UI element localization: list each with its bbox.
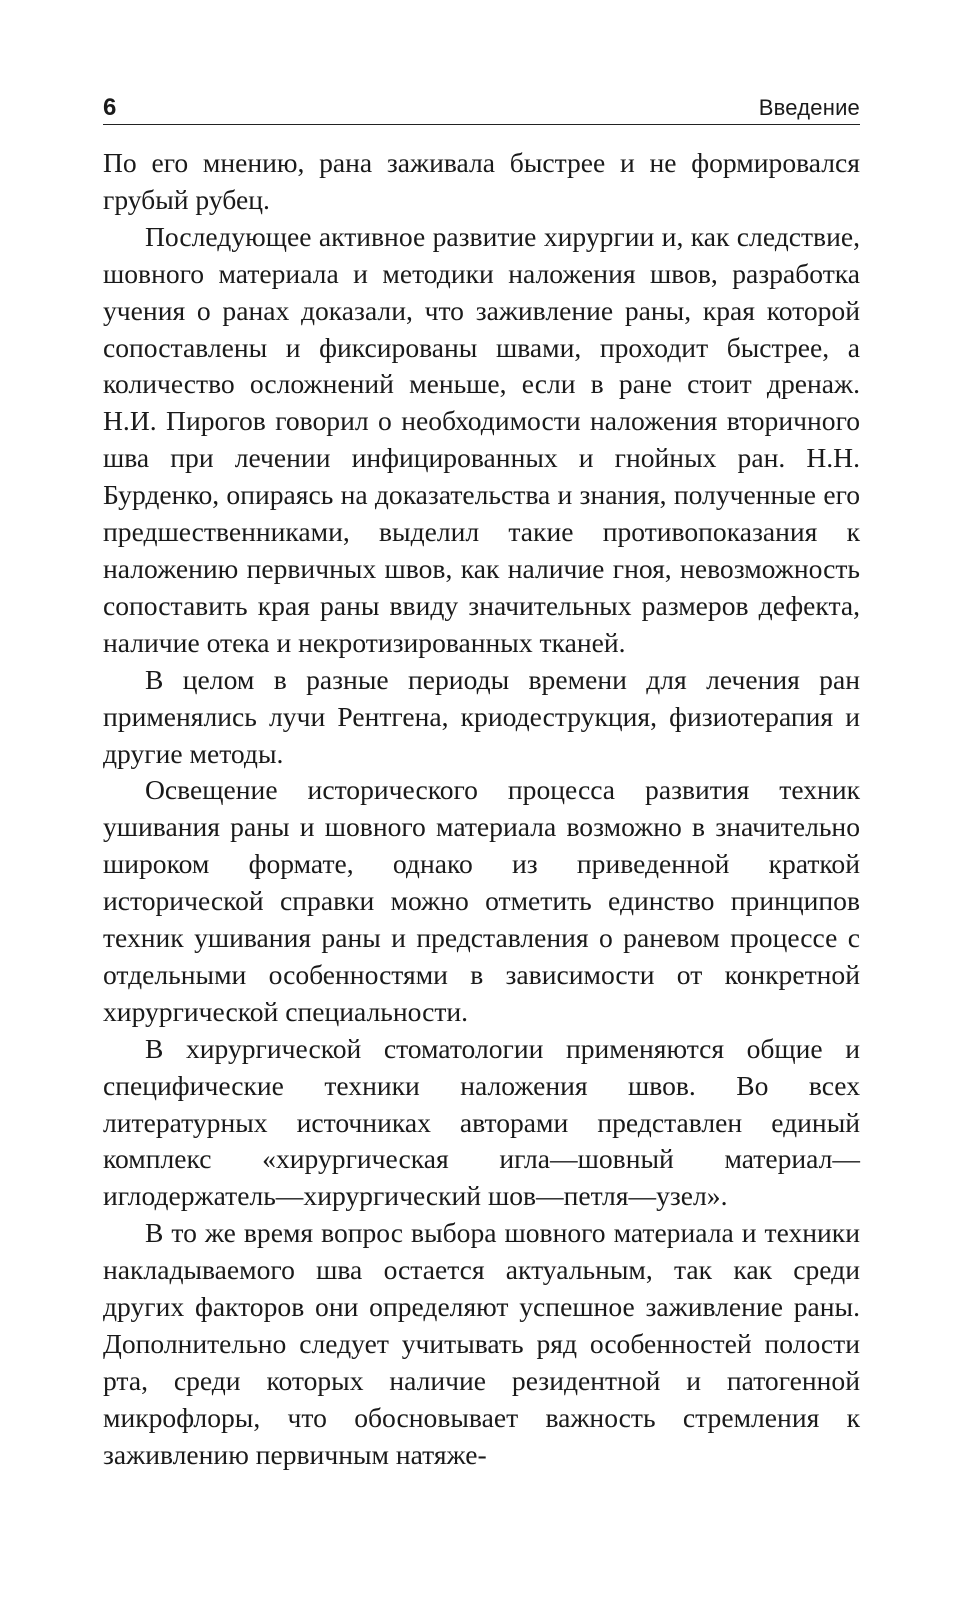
paragraph-historical-process: Освещение исторического процесса развития техник ушивания раны и шовного материала возможно в значительно широком формате, однако из приведенной краткой исторической справки можно отметить единство принципов техник ушивания раны и представления о раневом процессе с отдельными особенностями в зависимости от конкретной хирургической специальности. [103,774,860,1027]
paragraph-suture-choice: В то же время вопрос выбора шовного материала и техники накладываемого шва остается актуальным, так как среди других факторов они определяют успешное заживление раны. Дополнительно следует учитывать ряд особенностей полости рта, среди которых наличие резидентной и патогенной микрофлоры, что обосновывает важность стремления к заживлению первичным натяже- [103,1217,860,1470]
section-title: Введение [758,95,860,120]
paragraph-treatment-methods: В целом в разные периоды времени для лечения ран применялись лучи Рентгена, криодеструкция, физиотерапия и другие методы. [103,663,860,769]
book-page [103,88,860,1474]
body-text [103,145,860,1474]
paragraph-continuation: По его мнению, рана заживала быстрее и не формировался грубый рубец. [103,147,860,215]
page-number: 6 [103,94,117,121]
paragraph-surgical-dentistry: В хирургической стоматологии применяются общие и специфические техники наложения швов. Во всех литературных источниках авторами представлен единый комплекс «хирургическая игла—шовный материал—иглодержатель—хирургический шов—петля—узел». [103,1032,860,1212]
paragraph-surgery-development: Последующее активное развитие хирургии и, как следствие, шовного материала и методики наложения швов, разработка учения о ранах доказали, что заживление раны, края которой сопоставлены и фиксированы швами, проходит быстрее, а количество осложнений меньше, если в ране стоит дренаж. Н.И. Пирогов говорил о необходимости наложения вторичного шва при лечении инфицированных и гнойных ран. Н.Н. Бурденко, опираясь на доказательства и знания, полученные его предшественниками, выделил такие противопоказания к наложению первичных швов, как наличие гноя, невозможность сопоставить края раны ввиду значительных размеров дефекта, наличие отека и некротизированных тканей. [103,220,860,658]
running-header [103,88,860,125]
